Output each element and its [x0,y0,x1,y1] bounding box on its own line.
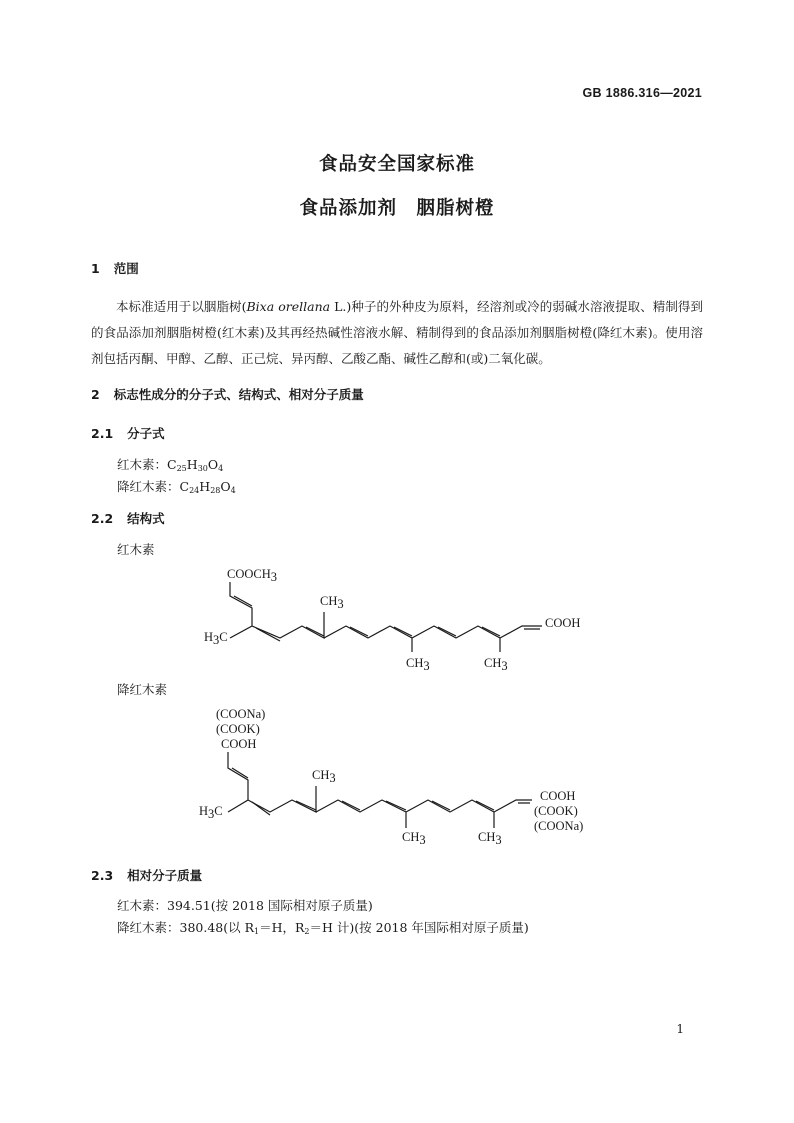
section-title: 范围 [113,261,139,276]
scope-text-2: L.)种子的外种皮为原料，经溶剂或冷的弱碱水溶液提取、精制得到的食品添加剂胭脂树橙(红木素)及其再经热碱性溶液水解、精制得到的食品添加剂胭脂树橙(降红木素)。使用溶剂包括丙酮、甲醇、乙醇、正己烷、异丙醇、乙酸乙酯、碱性乙醇和(或)二氧化碳。 [91,299,703,366]
scope-text-1: 本标准适用于以胭脂树( [116,299,247,314]
bixin-ch3-bottom-2: CH3 [484,656,508,673]
norbixin-chain-bonds [228,752,532,828]
norbixin-structure-label: 降红木素 [117,682,168,697]
norbixin-ch3-bottom-2: CH3 [478,830,502,847]
bixin-h3c: H3C [204,630,228,647]
bixin-structure-label: 红木素 [117,542,155,557]
section-number: 2.1 [91,426,114,441]
norbixin-top-2: (COOK) [216,722,260,736]
section-title: 相对分子质量 [127,868,203,883]
section-number: 2.2 [91,511,114,526]
bixin-mass-line: 红木素：394.51(按 2018 国际相对原子质量) [117,898,373,913]
section-number: 1 [91,261,100,276]
document-title: 食品安全国家标准 [318,154,475,175]
section-title: 标志性成分的分子式、结构式、相对分子质量 [113,387,364,402]
norbixin-top-3: COOH [221,737,257,751]
section-title: 分子式 [127,426,165,441]
norbixin-right-2: (COOK) [534,804,578,818]
norbixin-ch3-bottom-1: CH3 [402,830,426,847]
norbixin-ch3-top: CH3 [312,768,336,785]
bixin-ch3-top: CH3 [320,594,344,611]
page-number: 1 [676,1022,684,1036]
norbixin-h3c: H3C [199,804,223,821]
bixin-ch3-bottom-1: CH3 [406,656,430,673]
section-number: 2 [91,387,100,402]
norbixin-mass-line: 降红木素：380.48(以 $R_1=H$，$R_2=H$ 计)(按 2018 年国际相对原子质量) [117,920,529,936]
bixin-label: 红木素： [117,457,168,472]
section-number: 2.3 [91,868,114,883]
section-2-3-heading [91,866,202,884]
norbixin-right-1: COOH [540,789,576,803]
section-title: 结构式 [127,511,165,526]
norbixin-label: 降红木素： [117,479,180,494]
bixin-right-group: COOH [545,616,581,630]
bixin-top-group: COOCH3 [227,567,278,584]
norbixin-formula: $C_{24}H_{28}O_4$ [179,479,236,495]
norbixin-right-3: (COONa) [534,819,584,833]
bixin-formula: $C_{25}H_{30}O_4$ [167,457,224,473]
document-subtitle: 食品添加剂 胭脂树橙 [299,198,495,219]
standard-number: GB 1886.316—2021 [582,86,702,100]
latin-species-name: Bixa orellana [246,299,331,314]
norbixin-top-1: (COONa) [216,707,266,721]
